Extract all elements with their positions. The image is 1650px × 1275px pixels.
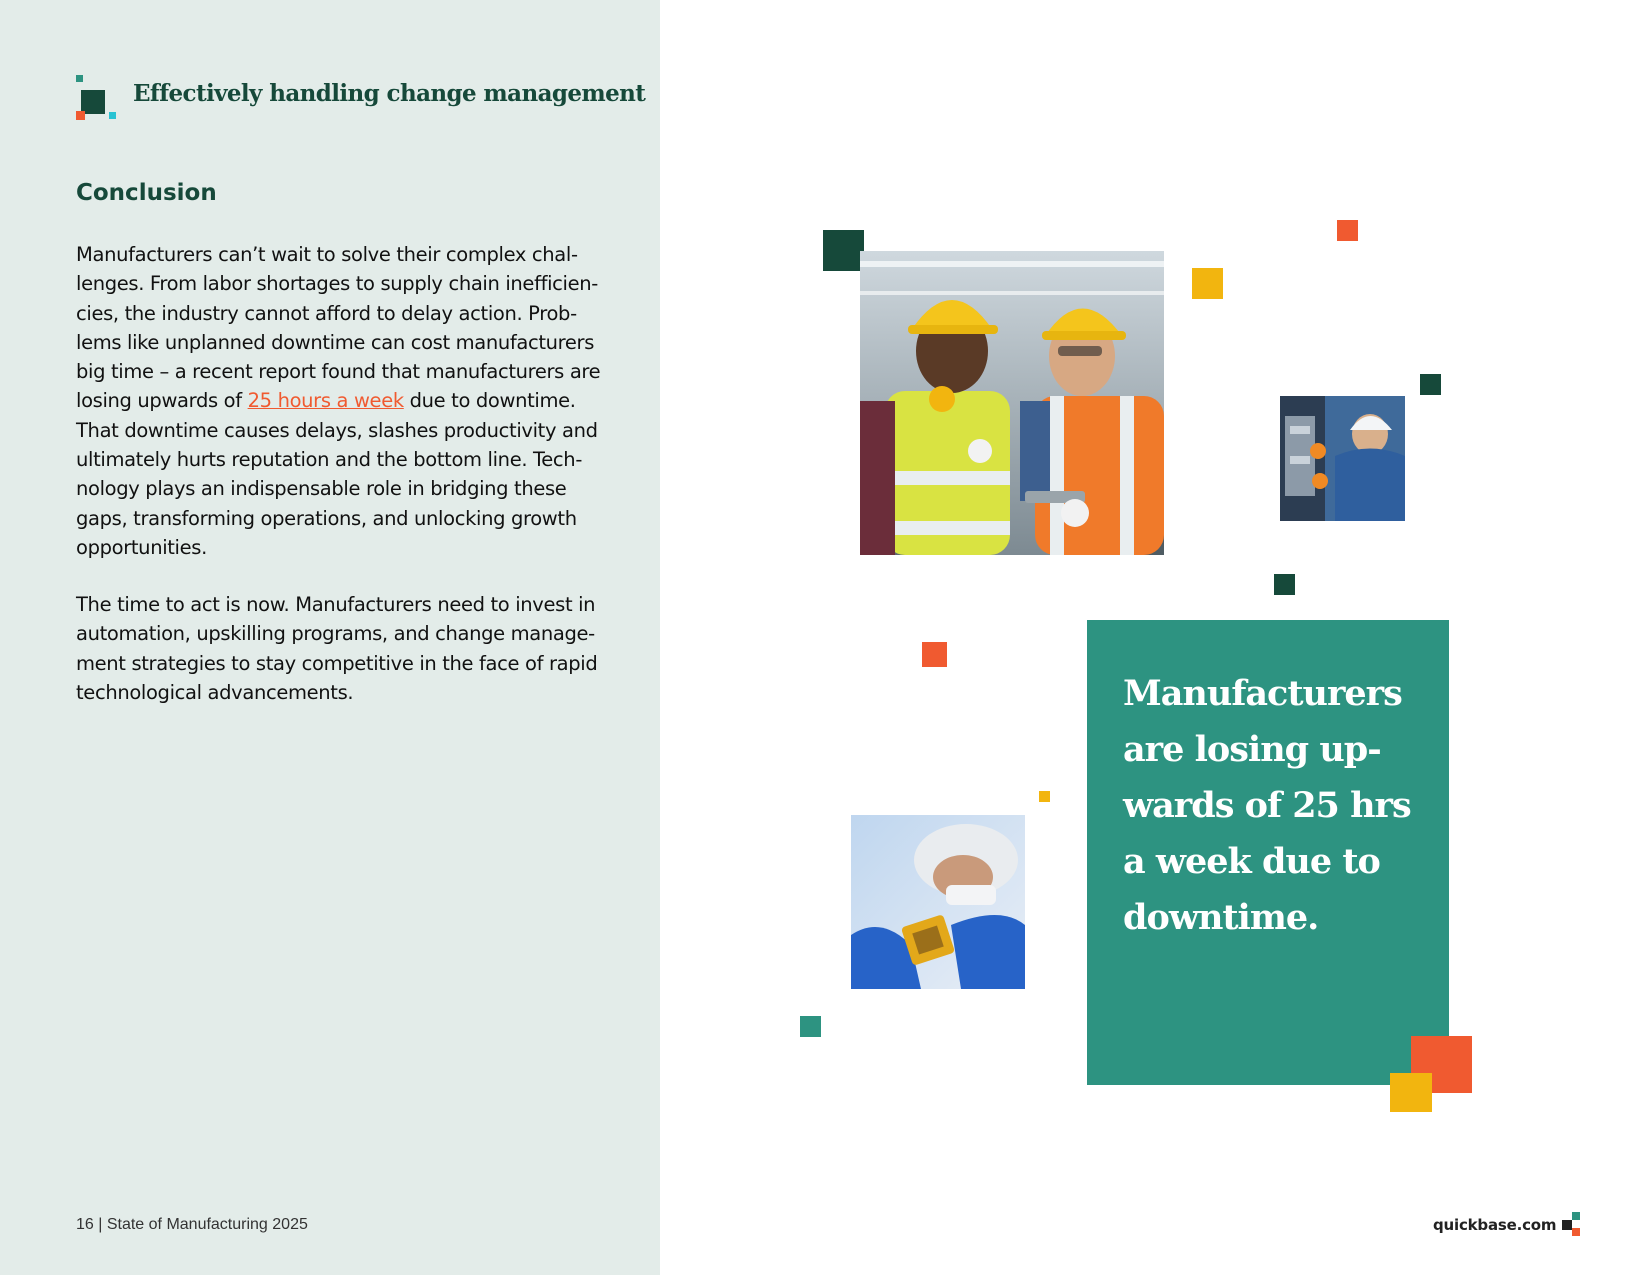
text-line: ment strategies to stay competitive in the face of rapid [76, 651, 598, 675]
decor-square [1274, 574, 1295, 595]
text-line: big time – a recent report found that manufacturers are [76, 360, 601, 384]
link-suffix: due to downtime. [403, 389, 576, 413]
decor-square [1039, 791, 1050, 802]
callout-quote [1123, 666, 1423, 946]
decor-square [1420, 374, 1441, 395]
decor-square [1390, 1073, 1432, 1112]
photo-technician-machine [1280, 396, 1405, 521]
text-line: nology plays an indispensable role in bridging these [76, 477, 567, 501]
decor-square [800, 1016, 821, 1037]
text-line: opportunities. [76, 535, 207, 559]
callout-line: Manufacturers [1123, 673, 1402, 714]
photo-lab-microchip [851, 815, 1025, 989]
text-line: lenges. From labor shortages to supply chain inefficien- [76, 272, 598, 296]
callout-line: wards of 25 hrs [1123, 785, 1411, 826]
callout-line: a week due to [1123, 841, 1380, 882]
page-footer-label: 16 | State of Manufacturing 2025 [76, 1216, 308, 1233]
decor-square [823, 230, 864, 271]
quickbase-logo-icon [76, 75, 118, 120]
conclusion-heading: Conclusion [76, 180, 217, 206]
decor-square [922, 642, 947, 667]
text-line: ultimately hurts reputation and the bottom line. Tech- [76, 448, 583, 472]
callout-box [1087, 620, 1449, 1085]
photo-workers-hardhats [860, 251, 1164, 555]
text-line: cies, the industry cannot afford to delay action. Prob- [76, 301, 577, 325]
link-prefix: losing upwards of [76, 389, 248, 413]
text-line: Manufacturers can’t wait to solve their complex chal- [76, 243, 578, 266]
decor-square [1192, 268, 1223, 299]
text-line: The time to act is now. Manufacturers need to invest in [76, 593, 596, 616]
text-line: lems like unplanned downtime can cost manufacturers [76, 330, 595, 354]
callout-line: downtime. [1123, 897, 1319, 938]
footer-site-link[interactable]: quickbase.com [1433, 1216, 1557, 1234]
text-line-with-link [76, 386, 616, 415]
conclusion-paragraph-1 [76, 240, 616, 562]
text-line: automation, upskilling programs, and change manage- [76, 622, 595, 646]
callout-line: are losing up- [1123, 729, 1381, 770]
decor-square [1337, 220, 1358, 241]
section-title: Effectively handling change management [133, 80, 646, 107]
text-line: technological advancements. [76, 680, 354, 704]
text-line: gaps, transforming operations, and unlocking growth [76, 506, 577, 530]
text-line: That downtime causes delays, slashes productivity and [76, 418, 598, 442]
quickbase-footer-logo-icon [1562, 1212, 1582, 1236]
conclusion-paragraph-2 [76, 590, 616, 707]
downtime-hours-link[interactable]: 25 hours a week [247, 389, 404, 413]
